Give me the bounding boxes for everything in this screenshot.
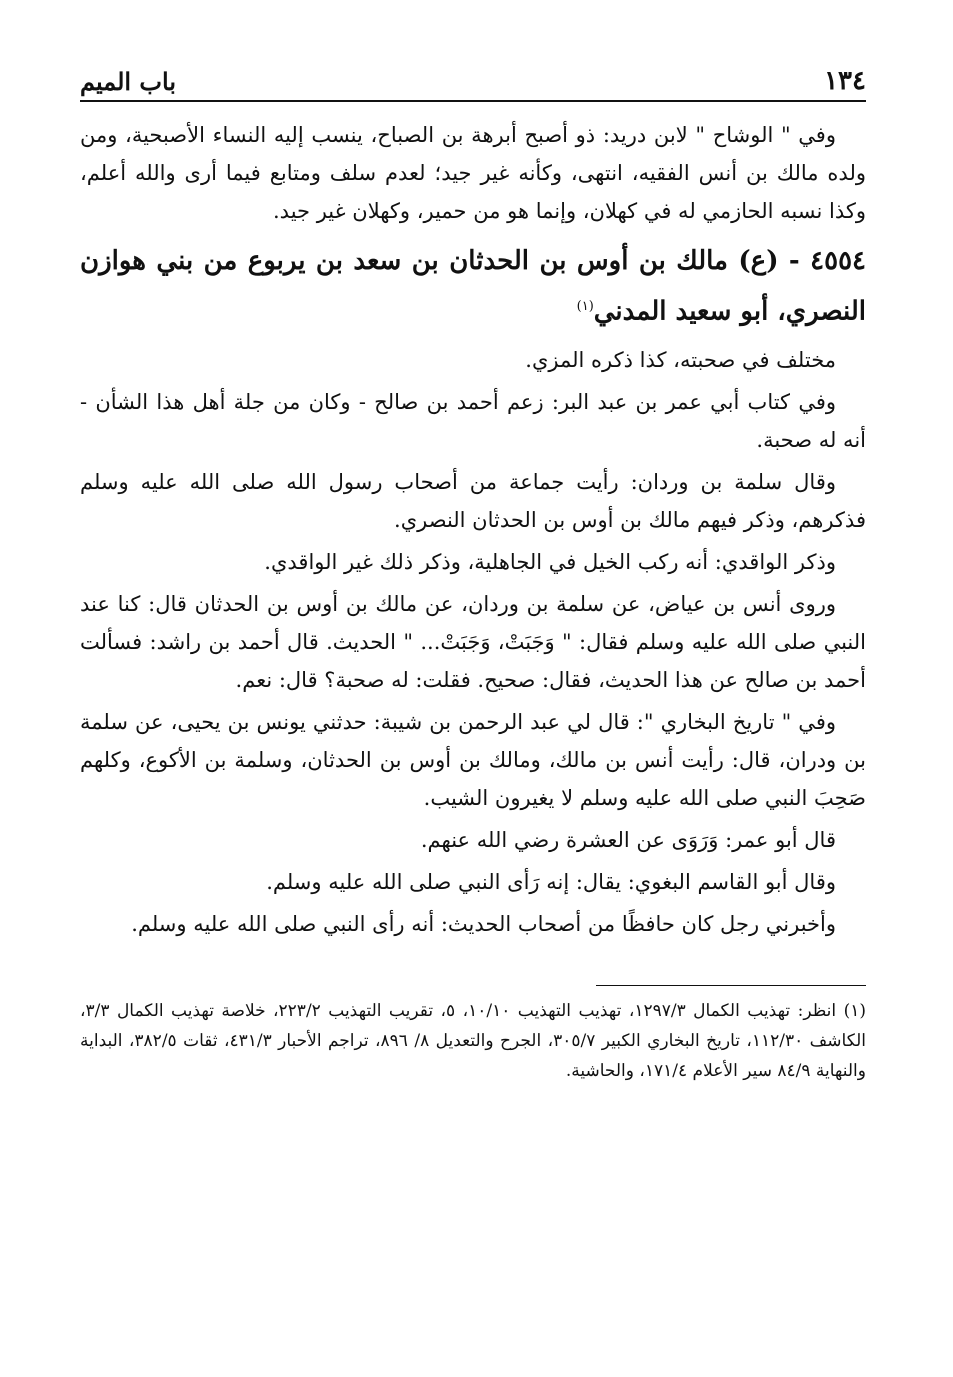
paragraph: وقال سلمة بن وردان: رأيت جماعة من أصحاب رسول الله صلى الله عليه وسلم فذكرهم، وذكر فيهم مالك بن أوس بن الحدثان النصري. <box>80 469 866 532</box>
footnote: (١) انظر: تهذيب الكمال ١٢٩٧/٣، تهذيب التهذيب ١٠/١٠، ٥، تقريب التهذيب ٢٢٣/٢، خلاصة تهذيب الكمال ٣/٣، الكاشف ١١٢/٣٠، تاريخ البخاري الكبير ٣٠٥/٧، الجرح والتعديل ٨/ ٨٩٦، تراجم الأحبار ٤٣١/٣، ثقات ٣٨٢/٥، البداية والنهاية ٨٤/٩ سير الأعلام ١٧١/٤، والحاشية. <box>80 1000 866 1081</box>
page-header <box>80 62 866 96</box>
header-rule <box>80 100 866 102</box>
footnote-rule <box>596 985 866 986</box>
entry-heading <box>80 238 866 335</box>
paragraph: وذكر الواقدي: أنه ركب الخيل في الجاهلية، وذكر ذلك غير الواقدي. <box>264 549 836 574</box>
book-page <box>80 62 866 1086</box>
paragraph: وفي " تاريخ البخاري ": قال لي عبد الرحمن بن شيبة: حدثني يونس بن يحيى، عن سلمة بن ودران، قال: رأيت أنس بن مالك، ومالك بن أوس بن الحدثان، وسلمة بن الأكوع، وكلهم صَحِبَ النبي صلى الله عليه وسلم لا يغيرون الشيب. <box>80 709 866 810</box>
page-number: ١٣٤ <box>824 66 866 96</box>
paragraph: وأخبرني رجل كان حافظًا من أصحاب الحديث: أنه رأى النبي صلى الله عليه وسلم. <box>131 911 836 936</box>
entry-heading-text: ٤٥٥٤ - (ع) مالك بن أوس بن الحدثان بن سعد بن يربوع من بني هوازن النصري، أبو سعيد المدني <box>80 246 866 327</box>
paragraph: وفي " الوشاح " لابن دريد: ذو أصبح أبرهة بن الصباح، ينسب إليه النساء الأصبحية، ومن ولده مالك بن أنس الفقيه، انتهى، وكأنه غير جيد؛ لعدم سلف ومتابع فيما أرى والله أعلم، وكذا نسبه الحازمي له في كهلان، وإنما هو من حمير، وكهلان غير جيد. <box>80 123 866 223</box>
paragraph: وروى أنس بن عياض، عن سلمة بن وردان، عن مالك بن أوس بن الحدثان قال: كنا عند النبي صلى الله عليه وسلم فقال: " وَجَبَتْ، وَجَبَتْ... " الحديث. قال أحمد بن راشد: فسألت أحمد بن صالح عن هذا الحديث، فقال: صحيح. فقلت: له صحبة؟ قال: نعم. <box>80 591 866 692</box>
paragraph: مختلف في صحبته، كذا ذكره المزي. <box>525 347 836 372</box>
footnote-ref: (١) <box>576 299 594 314</box>
running-head: باب الميم <box>80 67 177 96</box>
paragraph: قال أبو عمر: وَرَوَى عن العشرة رضي الله عنهم. <box>420 827 836 852</box>
body-text <box>80 116 866 943</box>
paragraph: وقال أبو القاسم البغوي: يقال: إنه رَأى النبي صلى الله عليه وسلم. <box>266 869 836 894</box>
paragraph: وفي كتاب أبي عمر بن عبد البر: زعم أحمد بن صالح - وكان من جلة أهل هذا الشأن - أنه له صحبة. <box>80 389 866 452</box>
